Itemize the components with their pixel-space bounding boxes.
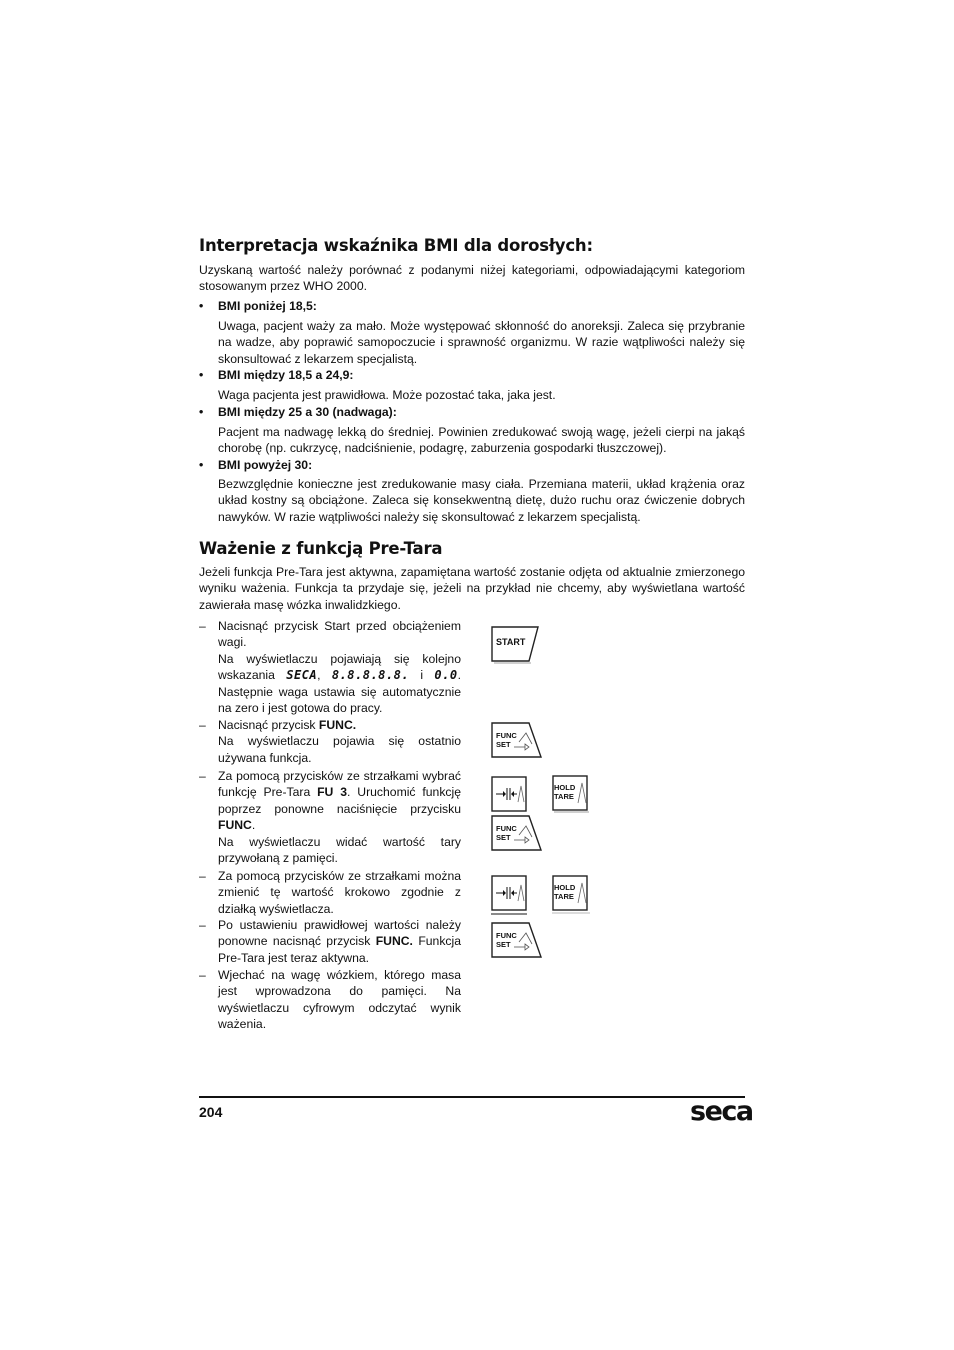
dash: – bbox=[199, 869, 206, 883]
step-5-text: Po ustawieniu prawidłowej wartości należy ponowne nacisnąć przycisk FUNC. Funkcja Pre-Tara jest teraz aktywna. bbox=[218, 918, 461, 965]
bullet-text: Bezwzględnie konieczne jest zredukowanie masy ciała. Przemiana materii, układ krążenia oraz układ kostny są obciążone. Zaleca się konsekwentną dietę, dużo ruchu oraz ćwiczenie dobrych nawyków. W razie wątpliwości należy się skonsultować z lekarzem specjalistą. bbox=[218, 477, 745, 524]
bullet-text: Waga pacjenta jest prawidłowa. Może pozostać taka, jaka jest. bbox=[218, 388, 556, 402]
func-key-label: FUNC SET bbox=[496, 731, 517, 749]
bullet-text: Pacjent ma nadwagę lekką do średniej. Powinien zredukować swoją wagę, jeżeli cierpi na jakąś chorobę (np. cukrzycę, nadciśnienie, podagrę, zaburzenia gospodarki tłuszczowej). bbox=[218, 425, 745, 456]
arrow-down-key bbox=[491, 776, 527, 812]
dash: – bbox=[199, 718, 206, 732]
start-key bbox=[491, 626, 539, 662]
hold-tare-key bbox=[552, 875, 588, 911]
step-1-text-b: Na wyświetlaczu pojawiają się kolejno wskazania SECA, 8.8.8.8.8. i 0.0. Następnie waga ustawia się automatycznie na zero i jest gotowa do pracy. bbox=[218, 651, 461, 716]
func-set-key bbox=[491, 922, 541, 958]
func-set-key bbox=[491, 815, 541, 851]
pretara-intro: Jeżeli funkcja Pre-Tara jest aktywna, zapamiętana wartość zostanie odjęta od aktualnie zmierzonego wyniku ważenia. Funkcja ta przydaje się, jeżeli na przykład nie chcemy, aby wyświetlana wartość zawierała masę wózka inwalidzkiego. bbox=[199, 565, 745, 612]
step-5 bbox=[199, 917, 461, 966]
bullet-label: • BMI między 18,5 a 24,9: bbox=[199, 368, 354, 382]
step-4-text: Za pomocą przycisków ze strzałkami można zmienić tę wartość krokowo zgodnie z działką wyświetlacza. bbox=[218, 869, 461, 916]
step-2 bbox=[199, 717, 461, 766]
step-1 bbox=[199, 618, 461, 716]
dash: – bbox=[199, 968, 206, 982]
dash: – bbox=[199, 769, 206, 783]
bullet-label: • BMI między 25 a 30 (nadwaga): bbox=[199, 405, 397, 419]
step-2-text-b: Na wyświetlaczu pojawia się ostatnio używana funkcja. bbox=[218, 734, 461, 765]
display-88888: 8.8.8.8.8. bbox=[331, 668, 410, 683]
step-3 bbox=[199, 768, 461, 866]
section-title-pretara: Ważenie z funkcją Pre-Tara bbox=[199, 539, 443, 558]
section-title-bmi: Interpretacja wskaźnika BMI dla dorosłych: bbox=[199, 236, 593, 255]
func-key-name: FUNC. bbox=[375, 934, 413, 949]
seca-logo: seca bbox=[690, 1096, 753, 1127]
start-key-label: START bbox=[496, 637, 526, 647]
dash: – bbox=[199, 619, 206, 633]
bullet-label: • BMI poniżej 18,5: bbox=[199, 299, 317, 313]
func-key-label: FUNC SET bbox=[496, 824, 517, 842]
bmi-intro: Uzyskaną wartość należy porównać z podanymi niżej kategoriami, odpowiadającymi kategoriom stosowanym przez WHO 2000. bbox=[199, 263, 745, 294]
page-number: 204 bbox=[199, 1104, 223, 1120]
step-2-text-a: Nacisnąć przycisk FUNC. bbox=[218, 718, 357, 732]
fu3-code: FU 3 bbox=[317, 785, 348, 800]
hold-tare-label: HOLD TARE bbox=[554, 883, 576, 901]
step-3-text-a: Za pomocą przycisków ze strzałkami wybrać funkcję Pre-Tara FU 3. Uruchomić funkcję poprzez ponowne naciśnięcie przycisku FUNC. bbox=[218, 769, 462, 833]
arrow-down-key-shape bbox=[491, 776, 527, 812]
arrow-down-key-shape bbox=[491, 875, 529, 917]
step-6 bbox=[199, 967, 461, 1033]
display-zero: 0.0 bbox=[434, 668, 458, 683]
step-1-text-a: Nacisnąć przycisk Start przed obciążeniem wagi. bbox=[218, 619, 461, 650]
display-seca: SECA bbox=[286, 668, 318, 683]
hold-tare-label: HOLD TARE bbox=[554, 783, 576, 801]
bullet-label: • BMI powyżej 30: bbox=[199, 458, 313, 472]
arrow-down-key bbox=[491, 875, 527, 915]
step-6-text: Wjechać na wagę wózkiem, którego masa jest wprowadzona do pamięci. Na wyświetlaczu cyfrowym odczytać wynik ważenia. bbox=[218, 968, 461, 1032]
step-4 bbox=[199, 868, 461, 917]
func-key-name: FUNC bbox=[218, 818, 252, 833]
func-key-name: FUNC. bbox=[318, 718, 357, 732]
footer-rule bbox=[199, 1096, 745, 1098]
func-set-key bbox=[491, 722, 541, 758]
hold-tare-key bbox=[552, 775, 588, 811]
func-key-label: FUNC SET bbox=[496, 931, 517, 949]
step-3-text-c: Na wyświetlaczu widać wartość tary przywołaną z pamięci. bbox=[218, 834, 461, 866]
dash: – bbox=[199, 918, 206, 932]
bullet-text: Uwaga, pacjent waży za mało. Może występować skłonność do anoreksji. Zaleca się przybranie na wadze, aby poprawić samopoczucie i sprawność organizmu. W razie wątpliwości należy się skonsultować z lekarzem specjalistą. bbox=[218, 319, 745, 366]
